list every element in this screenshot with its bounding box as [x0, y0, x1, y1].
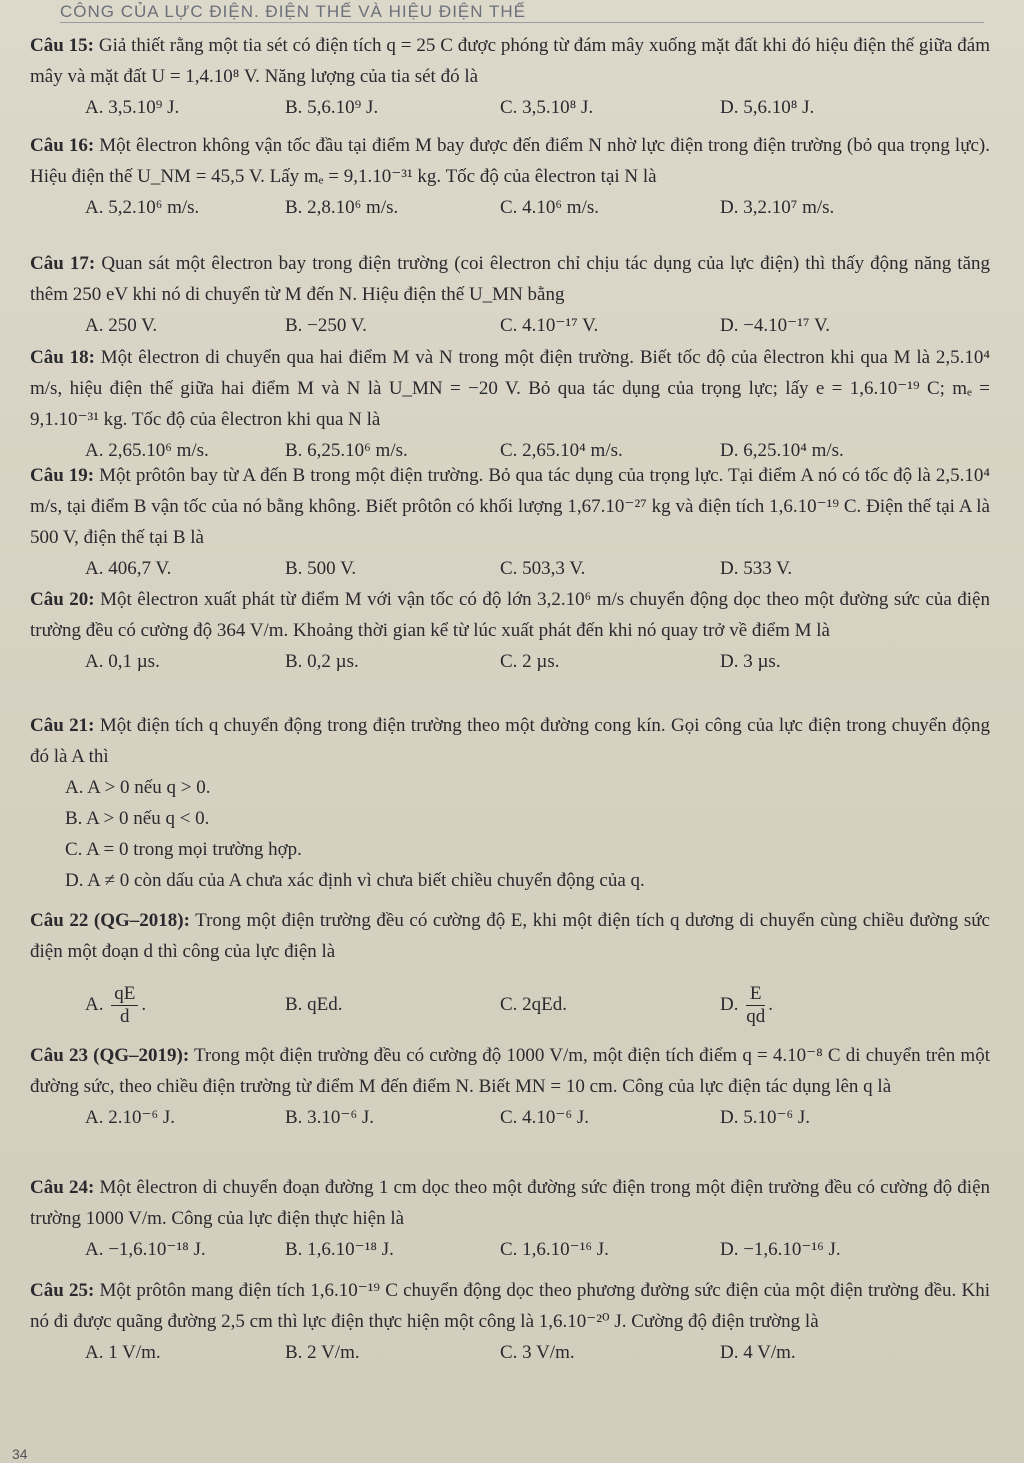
option-d: D. 5.10⁻⁶ J. — [720, 1107, 811, 1128]
option-a: A. 0,1 µs. — [85, 651, 160, 672]
option-b: B. 0,2 µs. — [285, 651, 359, 672]
question-number: Câu 25: — [30, 1280, 95, 1301]
question-22 — [30, 905, 990, 1037]
option-d: D. −4.10⁻¹⁷ V. — [720, 315, 830, 336]
chapter-header: CÔNG CỦA LỰC ĐIỆN. ĐIỆN THẾ VÀ HIỆU ĐIỆN THẾ — [60, 2, 526, 21]
fraction-denominator: qd — [746, 1006, 766, 1027]
question-25 — [30, 1275, 990, 1368]
question-stem: Trong một điện trường đều có cường độ E, khi một điện tích q dương di chuyển cùng chiều đường sức điện một đoạn d thì công của lực điện là — [30, 910, 990, 962]
question-number: Câu 19: — [30, 465, 95, 486]
question-18 — [30, 342, 990, 466]
option-c: C. 2,65.10⁴ m/s. — [500, 440, 623, 461]
option-c: C. 503,3 V. — [500, 558, 586, 579]
option-c: C. 4.10⁻¹⁷ V. — [500, 315, 599, 336]
question-number: Câu 24: — [30, 1177, 95, 1198]
question-stem: Một êlectron xuất phát từ điểm M với vận tốc có độ lớn 3,2.10⁶ m/s chuyển động dọc theo một đường sức của điện trường đều có cường độ 364 V/m. Khoảng thời gian kể từ lúc xuất phát đến khi nó quay trở về điểm M là — [30, 589, 990, 641]
option-b: B. qEd. — [285, 994, 343, 1015]
option-a: A. 2,65.10⁶ m/s. — [85, 440, 209, 461]
options-row — [30, 553, 990, 584]
option-c: C. 3 V/m. — [500, 1342, 575, 1363]
question-16 — [30, 130, 990, 223]
option-c: C. A = 0 trong mọi trường hợp. — [65, 839, 302, 860]
option-c: C. 4.10⁶ m/s. — [500, 197, 599, 218]
option-d: D. −1,6.10⁻¹⁶ J. — [720, 1239, 841, 1260]
option-a-label: A. — [85, 993, 104, 1015]
question-21 — [30, 710, 990, 896]
option-b: B. 1,6.10⁻¹⁸ J. — [285, 1239, 394, 1260]
fraction-denominator: d — [120, 1006, 130, 1027]
option-a: A. A > 0 nếu q > 0. — [65, 777, 211, 798]
option-b: B. A > 0 nếu q < 0. — [65, 808, 210, 829]
option-d: D. 6,25.10⁴ m/s. — [720, 440, 844, 461]
question-number: Câu 18: — [30, 347, 95, 368]
question-stem: Một êlectron di chuyển qua hai điểm M và N trong một điện trường. Biết tốc độ của êlectron khi qua M là 2,5.10⁴ m/s, hiệu điện thế giữa hai điểm M và N là U_MN = −20 V. Bỏ qua tác dụng của trọng lực; lấy e = 1,6.10⁻¹⁹ C; mₑ = 9,1.10⁻³¹ kg. Tốc độ của êlectron khi qua N là — [30, 347, 990, 430]
option-d: D. 4 V/m. — [720, 1342, 796, 1363]
options-row — [30, 92, 990, 123]
question-number: Câu 17: — [30, 253, 96, 274]
option-b: B. 3.10⁻⁶ J. — [285, 1107, 374, 1128]
question-20 — [30, 584, 990, 677]
option-c: C. 2 µs. — [500, 651, 560, 672]
option-a: A. 406,7 V. — [85, 558, 172, 579]
question-number: Câu 23 (QG–2019): — [30, 1045, 190, 1066]
option-a: A. −1,6.10⁻¹⁸ J. — [85, 1239, 206, 1260]
question-stem: Giả thiết rằng một tia sét có điện tích q = 25 C được phóng từ đám mây xuống mặt đất khi đó hiệu điện thế giữa đám mây và mặt đất U = 1,4.10⁸ V. Năng lượng của tia sét đó là — [30, 35, 990, 87]
question-number: Câu 16: — [30, 135, 95, 156]
fraction-qe-over-d — [111, 983, 138, 1028]
option-a: A. 5,2.10⁶ m/s. — [85, 197, 200, 218]
option-d: D. $\frac{E}{qd}$ . — [720, 983, 773, 1027]
question-number: Câu 21: — [30, 715, 95, 736]
question-stem: Quan sát một êlectron bay trong điện trường (coi êlectron chỉ chịu tác dụng của lực điện) thì thấy động năng tăng thêm 250 eV khi nó di chuyển từ M đến N. Hiệu điện thế U_MN bằng — [30, 253, 991, 305]
option-c: C. 4.10⁻⁶ J. — [500, 1107, 589, 1128]
question-17 — [30, 248, 990, 341]
fraction-numerator: qE — [111, 983, 138, 1006]
option-d: D. 3 µs. — [720, 651, 781, 672]
option-b: B. 5,6.10⁹ J. — [285, 97, 379, 118]
option-d: D. 5,6.10⁸ J. — [720, 97, 815, 118]
options-row — [30, 1234, 990, 1265]
option-d: D. 533 V. — [720, 558, 793, 579]
question-stem: Một êlectron không vận tốc đầu tại điểm M bay được đến điểm N nhờ lực điện trong điện trường (bỏ qua trọng lực). Hiệu điện thế U_NM = 45,5 V. Lấy mₑ = 9,1.10⁻³¹ kg. Tốc độ của êlectron tại N là — [30, 135, 990, 187]
options-row — [30, 192, 990, 223]
question-23 — [30, 1040, 990, 1133]
question-stem: Trong một điện trường đều có cường độ 1000 V/m, một điện tích điểm q = 4.10⁻⁸ C di chuyển trên một đường sức, theo chiều điện trường từ điểm M đến điểm N. Biết MN = 10 cm. Công của lực điện tác dụng lên q là — [30, 1045, 990, 1097]
options-row — [30, 1337, 990, 1368]
fraction-e-over-qd — [746, 983, 765, 1028]
question-number: Câu 20: — [30, 589, 95, 610]
page-number: 34 — [12, 1446, 28, 1462]
options-row — [30, 646, 990, 677]
question-stem: Một prôtôn mang điện tích 1,6.10⁻¹⁹ C chuyển động dọc theo phương đường sức điện của một điện trường đều. Khi nó đi được quãng đường 2,5 cm thì lực điện thực hiện một công là 1,6.10⁻²⁰ J. Cường độ điện trường là — [30, 1280, 991, 1332]
question-stem: Một điện tích q chuyển động trong điện trường theo một đường cong kín. Gọi công của lực điện trong chuyển động đó là A thì — [30, 715, 991, 767]
question-stem: Một êlectron di chuyển đoạn đường 1 cm dọc theo một đường sức điện trong một điện trường đều có cường độ điện trường 1000 V/m. Công của lực điện thực hiện là — [30, 1177, 990, 1229]
option-b: B. 500 V. — [285, 558, 357, 579]
option-a: A. $\frac{qE}{d}$ . — [85, 983, 147, 1027]
option-a: A. 250 V. — [85, 315, 158, 336]
question-number: Câu 22 (QG–2018): — [30, 910, 190, 931]
option-b: B. 2,8.10⁶ m/s. — [285, 197, 399, 218]
option-a: A. 3,5.10⁹ J. — [85, 97, 180, 118]
option-b: B. 6,25.10⁶ m/s. — [285, 440, 408, 461]
option-a: A. 1 V/m. — [85, 1342, 161, 1363]
question-number: Câu 15: — [30, 35, 94, 56]
question-15 — [30, 30, 990, 123]
option-c: C. 3,5.10⁸ J. — [500, 97, 594, 118]
option-c: C. 1,6.10⁻¹⁶ J. — [500, 1239, 609, 1260]
question-19 — [30, 460, 990, 584]
option-b: B. −250 V. — [285, 315, 367, 336]
header-rule — [60, 22, 984, 23]
option-c: C. 2qEd. — [500, 994, 568, 1015]
option-d: D. A ≠ 0 còn dấu của A chưa xác định vì chưa biết chiều chuyển động của q. — [65, 870, 645, 891]
options-row — [30, 973, 990, 1037]
option-d: D. 3,2.10⁷ m/s. — [720, 197, 835, 218]
question-stem: Một prôtôn bay từ A đến B trong một điện trường. Bỏ qua tác dụng của trọng lực. Tại điểm A nó có tốc độ là 2,5.10⁴ m/s, tại điểm B vận tốc của nó bằng không. Biết prôtôn có khối lượng 1,67.10⁻²⁷ kg và điện tích 1,6.10⁻¹⁹ C. Điện thế tại A là 500 V, điện thế tại B là — [30, 465, 990, 548]
fraction-numerator: E — [746, 983, 765, 1006]
options-row — [30, 1102, 990, 1133]
option-b: B. 2 V/m. — [285, 1342, 360, 1363]
option-a: A. 2.10⁻⁶ J. — [85, 1107, 176, 1128]
option-d-label: D. — [720, 993, 739, 1015]
options-row — [30, 310, 990, 341]
question-24 — [30, 1172, 990, 1265]
